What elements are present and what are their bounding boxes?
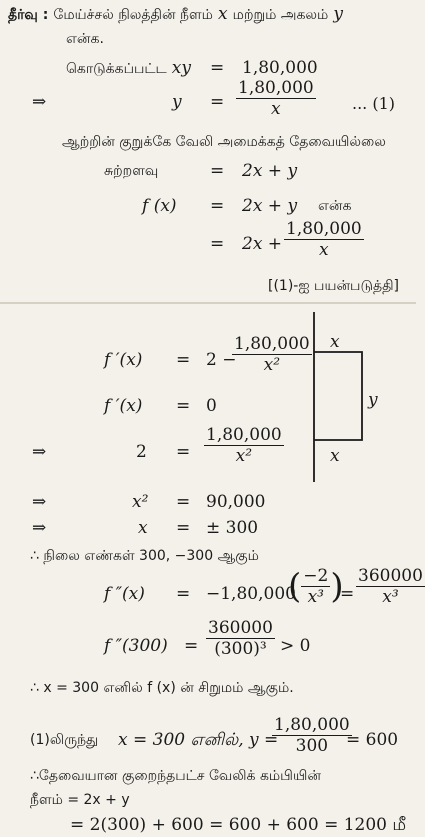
equals-sign: = [210, 234, 225, 254]
fx-expression: 2x + y [242, 196, 298, 216]
var-x: x [217, 4, 228, 24]
no-fence-note: ஆற்றின் குறுக்கே வேலி அமைக்கத் தேவையில்லை [62, 134, 386, 150]
minus-180000: −1,80,000 [206, 584, 296, 604]
equals-sign: = [176, 442, 191, 462]
equals-sign: = [184, 636, 199, 656]
x-eq-300-then: x = 300 எனில், y = [118, 730, 279, 750]
zero-value: 0 [206, 396, 217, 416]
numerator: 360000 [208, 618, 273, 638]
paren-fraction-minus2-over-x-cubed: ( $\frac{-2}{\text{x³}}$ ) [288, 566, 344, 607]
from-eq1: (1)லிருந்து [30, 732, 99, 748]
denominator: x³ [307, 587, 324, 607]
numerator: 1,80,000 [206, 425, 282, 445]
fraction-180000-over-x-squared [204, 425, 284, 466]
plus-minus-300: ± 300 [206, 518, 259, 538]
perimeter-label: சுற்றளவு [104, 163, 159, 179]
fpp300-term: f ″(300) [104, 636, 168, 656]
fpx-term: f ′(x) [104, 396, 143, 416]
xy-term: xy [171, 58, 191, 78]
denominator: x² [235, 446, 253, 466]
given-label: கொடுக்கப்பட்ட [66, 61, 167, 77]
numerator: −2 [303, 566, 329, 586]
using-eq1-note: [(1)-ஐ பயன்படுத்தி] [268, 278, 399, 294]
fx-term: f (x) [142, 196, 177, 216]
value-90000: 90,000 [206, 492, 266, 512]
equals-sign: = [176, 518, 191, 538]
given-line [66, 58, 191, 79]
fraction-180000-over-300 [272, 715, 352, 756]
numerator: 1,80,000 [286, 219, 362, 239]
perimeter-expression: 2x + y [242, 161, 298, 181]
fpx-term: f ′(x) [104, 350, 143, 370]
equals-sign: = [176, 584, 191, 604]
value-180000: 1,80,000 [242, 58, 318, 78]
equals-sign: = [210, 196, 225, 216]
implies-symbol: ⇒ [32, 442, 47, 462]
fraction-360000-over-x-cubed [356, 566, 425, 607]
length-label: நீளம் = 2x + y [30, 792, 130, 808]
implies-symbol: ⇒ [32, 518, 47, 538]
two-x-plus: 2x + [242, 234, 283, 254]
diagram-label-top: x [330, 332, 340, 352]
let-word-2: என்க [318, 198, 352, 214]
denominator: x [319, 240, 329, 260]
greater-than-zero: > 0 [280, 636, 311, 656]
denominator: x³ [382, 587, 399, 607]
denominator: 300 [295, 736, 329, 756]
and-breadth: மற்றும் அகலம் [232, 7, 329, 23]
fraction-360000-over-300-cubed [206, 618, 275, 659]
denominator: x² [263, 355, 281, 375]
two-value: 2 [136, 442, 147, 462]
y-term: y [172, 92, 182, 112]
numerator: 360000 [358, 566, 423, 586]
x-term: x [138, 518, 148, 538]
required-fence-note: ∴தேவையான குறைந்தபட்ச வேலிக் கம்பியின் [30, 768, 321, 784]
equals-600: = 600 [346, 730, 399, 750]
equals-sign: = [210, 161, 225, 181]
diagram-label-bottom: x [330, 446, 340, 466]
minimum-note: ∴ x = 300 எனில் f (x) ன் சிறுமம் ஆகும். [30, 680, 294, 696]
solution-label: தீர்வு : [8, 7, 49, 23]
let-text: மேய்ச்சல் நிலத்தின் நீளம் [53, 7, 213, 23]
fraction-180000-over-x [236, 78, 316, 119]
fppx-term: f ″(x) [104, 584, 145, 604]
let-word: என்க. [66, 31, 104, 47]
equals-sign: = [176, 396, 191, 416]
fraction-180000-over-x [284, 219, 364, 260]
stationary-points-note: ∴ நிலை எண்கள் 300, −300 ஆகும் [30, 548, 259, 564]
numerator: 1,80,000 [234, 334, 310, 354]
implies-symbol: ⇒ [32, 492, 47, 512]
equals-sign: = [210, 58, 225, 78]
equals-sign: = [176, 492, 191, 512]
x-squared-term: x² [132, 492, 149, 512]
two-minus: 2 − [206, 350, 237, 370]
numerator: 1,80,000 [274, 715, 350, 735]
var-y: y [333, 4, 343, 24]
fence-rectangle [314, 352, 362, 440]
numerator: 1,80,000 [238, 78, 314, 98]
denominator: (300)³ [214, 639, 267, 659]
diagram-label-right: y [368, 390, 378, 410]
equals-sign: = [340, 584, 355, 604]
denominator: x [271, 99, 281, 119]
equation-label-1: ... (1) [352, 94, 396, 113]
solution-header-line [8, 4, 343, 25]
equals-sign: = [210, 92, 225, 112]
implies-symbol: ⇒ [32, 92, 47, 112]
page-fold-line [0, 302, 416, 304]
final-answer: = 2(300) + 600 = 600 + 600 = 1200 மீ [70, 815, 407, 835]
equals-sign: = [176, 350, 191, 370]
